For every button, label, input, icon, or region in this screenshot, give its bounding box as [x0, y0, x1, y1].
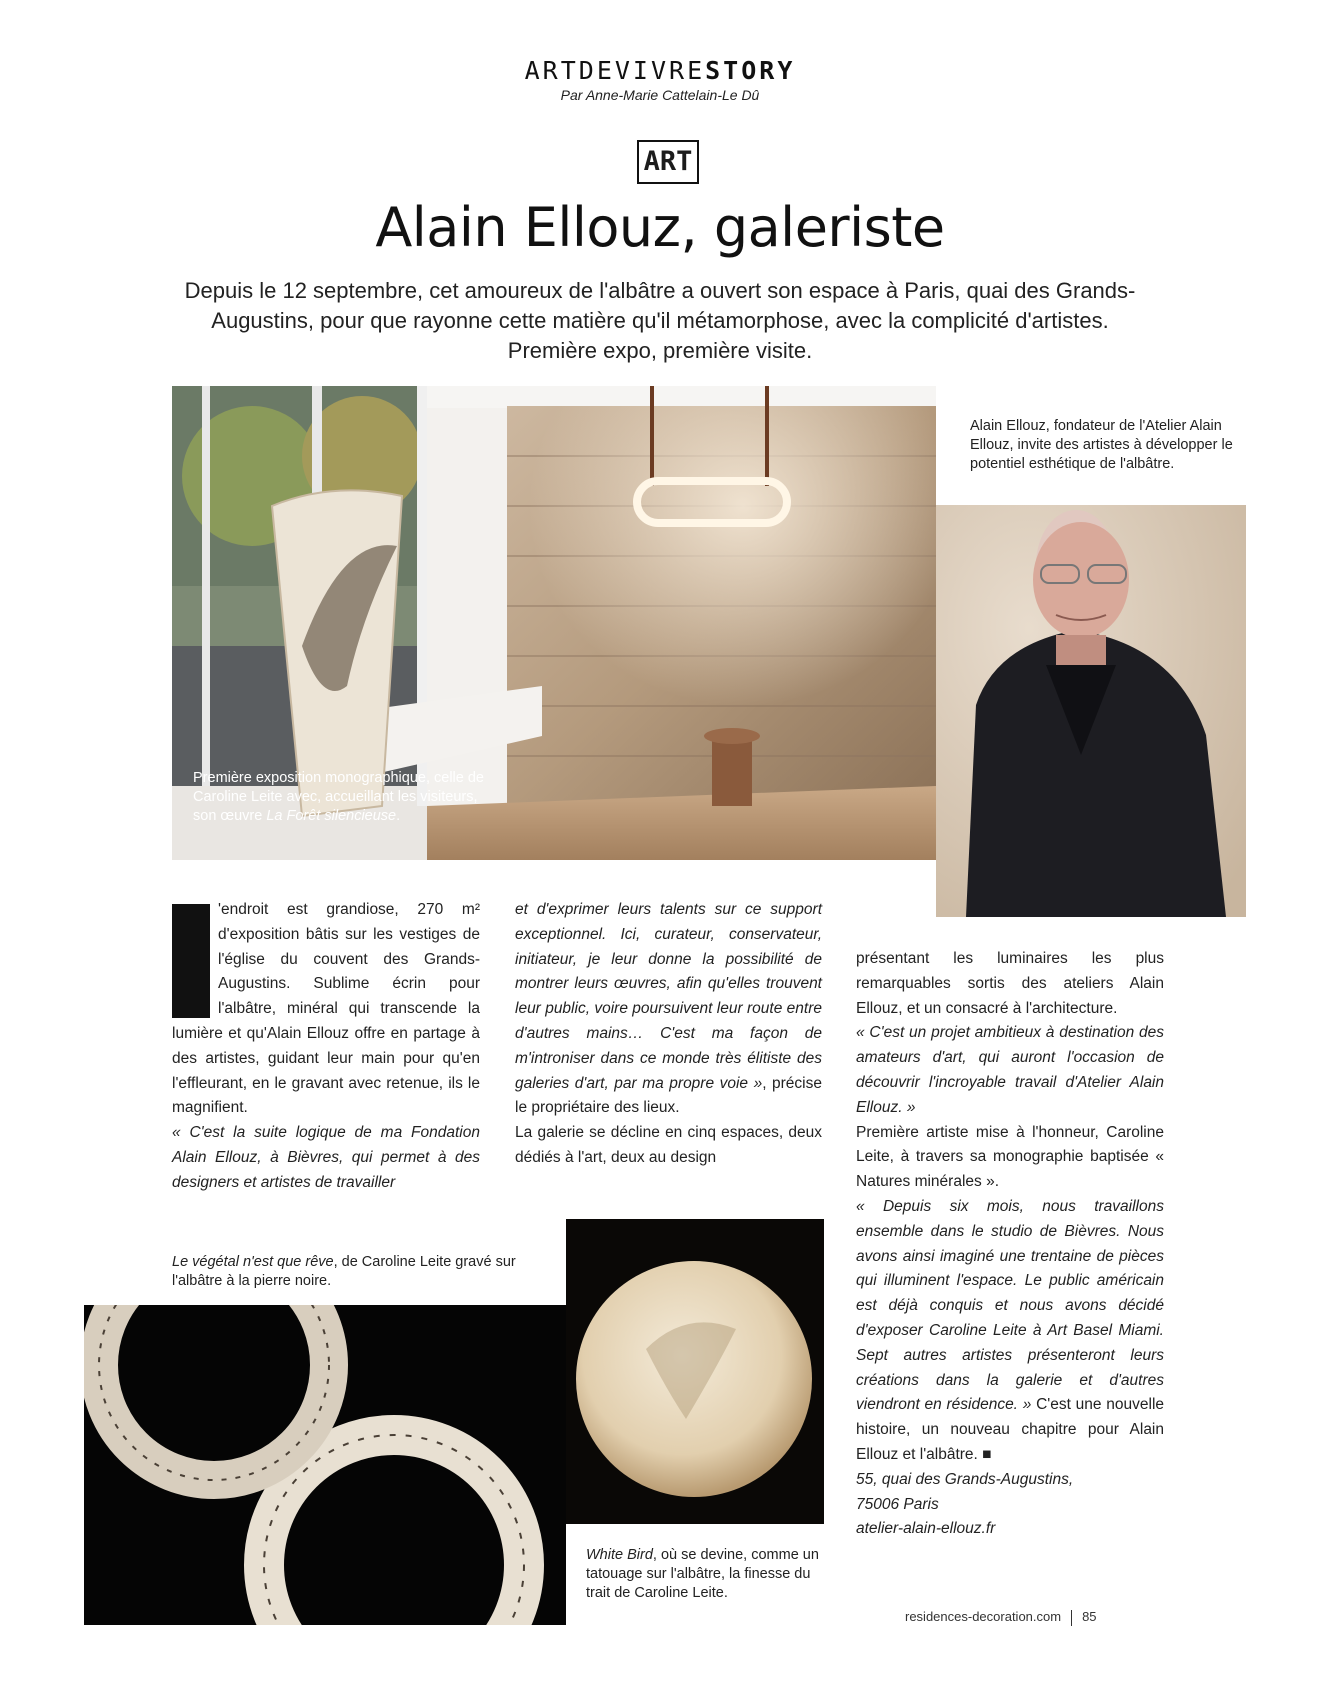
column-3	[856, 947, 1164, 1542]
address-line-1: 55, quai des Grands-Augustins,	[856, 1470, 1074, 1488]
gallery-caption-title: La Forêt silencieuse	[266, 808, 397, 824]
column-3-quote-2: « Depuis six mois, nous travaillons ensemble dans le studio de Bièvres. Nous avons ainsi imaginé une trentaine de pièces qui illuminent l'espace. Le public américain est déjà conquis et nous avons décidé d'exposer Caroline Leite à Art Basel Miami. Sept autres artistes présenteront leurs créations dans la galerie et d'autres viendront en résidence. »	[856, 1197, 1164, 1414]
page-title: Alain Ellouz, galeriste	[375, 196, 945, 259]
gallery-caption-end: .	[396, 808, 401, 824]
address-line-2: 75006 Paris	[856, 1495, 939, 1513]
rubric-header	[0, 56, 1320, 85]
rings-photo	[84, 1305, 566, 1625]
gallery-caption	[193, 769, 493, 826]
page-number: 85	[1082, 1609, 1097, 1624]
website-link[interactable]: atelier-alain-ellouz.fr	[856, 1520, 996, 1538]
column-2-quote-tail: , précise le propriétaire des lieux.	[515, 1074, 822, 1117]
rings-caption-title: Le végétal n'est que rêve	[172, 1254, 334, 1270]
white-bird-caption	[586, 1546, 826, 1603]
column-1-paragraph: 'endroit est grandiose, 270 m² d'exposition bâtis sur les vestiges de l'église du couvent des Grands-Augustins. Sublime écrin pour l'albâtre, minéral qui transcende la lumière et qu'Alain Ellouz offre en partage à des artistes, guidant leur main pour qu'en l'effleurant, en le gravant avec retenue, ils le magnifient.	[172, 901, 480, 1117]
rings-caption-text: , de Caroline Leite gravé sur l'albâtre à la pierre noire.	[172, 1254, 516, 1289]
byline: Par Anne-Marie Cattelain-Le Dû	[560, 87, 760, 103]
column-2-quote: et d'exprimer leurs talents sur ce support exceptionnel. Ici, curateur, conservateur, initiateur, je leur donne la possibilité de montrer leurs œuvres, afin qu'elles trouvent leur public, voire poursuivent leur route entre d'autres mains… C'est ma façon de m'introniser dans ce monde très élitiste des galeries d'art, par ma propre voie »	[515, 901, 822, 1092]
gallery-caption-text: Première exposition monographique, celle de Caroline Leite avec, accueillant les visiteurs, son œuvre	[193, 770, 484, 824]
page-footer	[905, 1609, 1097, 1626]
rubric-light: ARTDEVIVRE	[524, 56, 706, 85]
rings-caption	[172, 1253, 532, 1291]
footer-site[interactable]: residences-decoration.com	[905, 1609, 1062, 1624]
column-3-paragraph-3: C'est une nouvelle histoire, un nouveau chapitre pour Alain Ellouz et l'albâtre. ■	[856, 1396, 1165, 1463]
dropcap-spacer	[172, 898, 218, 1018]
column-3-paragraph-1: présentant les luminaires les plus remarquables sortis des ateliers Alain Ellouz, et un consacré à l'architecture.	[856, 950, 1164, 1017]
column-1-quote: « C'est la suite logique de ma Fondation Alain Ellouz, à Bièvres, qui permet à des designers et artistes de travailler	[172, 1124, 480, 1191]
column-3-quote-1: « C'est un projet ambitieux à destination des amateurs d'art, qui auront l'occasion de découvrir l'incroyable travail d'Atelier Alain Ellouz. »	[856, 1024, 1164, 1116]
rubric-bold: STORY	[705, 56, 796, 85]
white-bird-caption-title: White Bird	[586, 1547, 653, 1563]
portrait-caption: Alain Ellouz, fondateur de l'Atelier Alain Ellouz, invite des artistes à développer le potentiel esthétique de l'albâtre.	[970, 418, 1233, 472]
portrait-photo	[936, 505, 1246, 917]
footer-separator	[1071, 1610, 1072, 1626]
column-2	[515, 898, 822, 1171]
section-badge: ART	[637, 140, 699, 184]
column-2-paragraph: La galerie se décline en cinq espaces, deux dédiés à l'art, deux au design	[515, 1124, 822, 1166]
white-bird-caption-text: , où se devine, comme un tatouage sur l'albâtre, la finesse du trait de Caroline Leite.	[586, 1547, 819, 1601]
intro-paragraph: Depuis le 12 septembre, cet amoureux de l'albâtre a ouvert son espace à Paris, quai des Grands-Augustins, pour que rayonne cette matière qu'il métamorphose, avec la complicité d'artistes. Première expo, première visite.	[184, 278, 1136, 363]
white-bird-photo	[566, 1219, 824, 1524]
column-1	[172, 898, 480, 1196]
column-3-paragraph-2: Première artiste mise à l'honneur, Caroline Leite, à travers sa monographie baptisée « Natures minérales ».	[856, 1123, 1164, 1191]
